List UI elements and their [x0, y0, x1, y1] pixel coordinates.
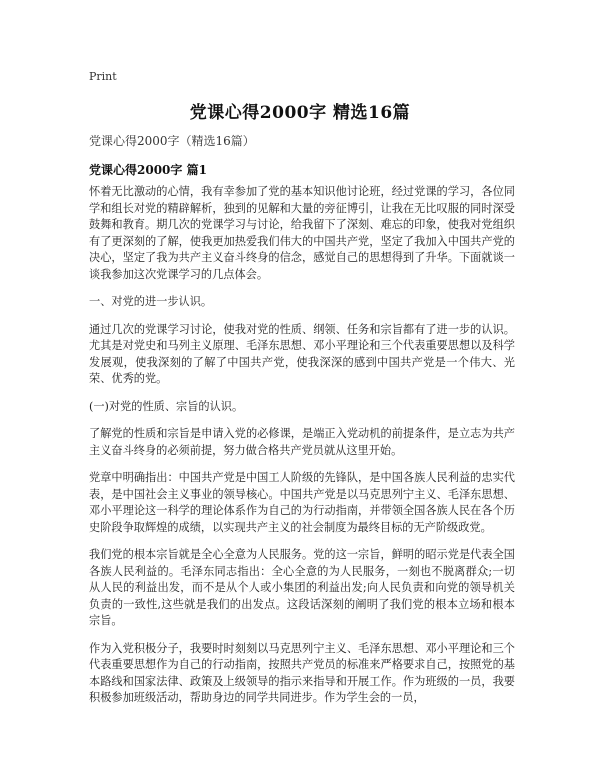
paragraph-intro: 怀着无比激动的心情，我有幸参加了党的基本知识他讨论班，经过党课的学习，各位同学和组长对党的精辟解析，独到的见解和大量的旁征博引，让我在无比叹服的同时深受鼓舞和教育。期几次的党课学习与讨论，给我留下了深刻、难忘的印象，使我对党组织有了更深刻的了解，使我更加热爱我们伟大的中国共产党，坚定了我加入中国共产党的决心，坚定了我为共产主义奋斗终身的信念，感觉自己的思想得到了升华。下面就谈一谈我参加这次党课学习的几点体会。 — [89, 185, 515, 281]
paragraph-subheading-1: 一、对党的进一步认识。 — [89, 295, 213, 308]
paragraph-understanding: 通过几次的党课学习讨论，使我对党的性质、纲领、任务和宗旨都有了进一步的认识。尤其是对党史和马列主义原理、毛泽东思想、邓小平理论和三个代表重要思想以及科学发展观，使我深刻的了解了中国共产党，使我深深的感到中国共产党是一个伟大、光荣、优秀的党。 — [89, 322, 515, 385]
paragraph-activist: 作为入党积极分子，我要时时刻刻以马克思列宁主义、毛泽东思想、邓小平理论和三个代表重要思想作为自己的行动指南，按照共产党员的标准来严格要求自己，按照党的基本路线和国家法律、政策及上级领导的指示来指导和开展工作。作为班级的一员，我要积极参加班级活动，帮助身边的同学共同进步。作为学生会的一员， — [89, 641, 515, 704]
print-label: Print — [89, 70, 117, 83]
paragraph-fundamental-purpose: 我们党的根本宗旨就是全心全意为人民服务。党的这一宗旨，鲜明的昭示党是代表全国各族人民利益的。毛泽东同志指出：全心全意的为人民服务，一刻也不脱离群众;一切从人民的利益出发，而不是从个人或小集团的利益出发;向人民负责和向党的领导机关负责的一致性,这些就是我们的出发点。这段话深刻的阐明了我们党的根本立场和根本宗旨。 — [89, 548, 515, 627]
document-body — [89, 184, 515, 718]
document-title: 党课心得2000字 精选16篇 — [189, 103, 411, 123]
paragraph-party-constitution: 党章中明确指出：中国共产党是中国工人阶级的先锋队，是中国各族人民利益的忠实代表，是中国社会主义事业的领导核心。中国共产党是以马克思列宁主义、毛泽东思想、邓小平理论这一科学的理论体系作为自己的为行动指南，并带领全国各族人民在各个历史阶段争取辉煌的成绩，以实现共产主义的社会制度为最终目标的无产阶级政党。 — [89, 471, 515, 534]
paragraph-nature-purpose: 了解党的性质和宗旨是申请入党的必修课，是端正入党动机的前提条件，是立志为共产主义奋斗终身的必须前提，努力做合格共产党员就从这里开始。 — [89, 427, 515, 457]
paragraph-subheading-1-1: (一)对党的性质、宗旨的认识。 — [89, 399, 244, 413]
document-subtitle: 党课心得2000字（精选16篇） — [89, 134, 255, 148]
section-heading: 党课心得2000字 篇1 — [89, 163, 207, 177]
